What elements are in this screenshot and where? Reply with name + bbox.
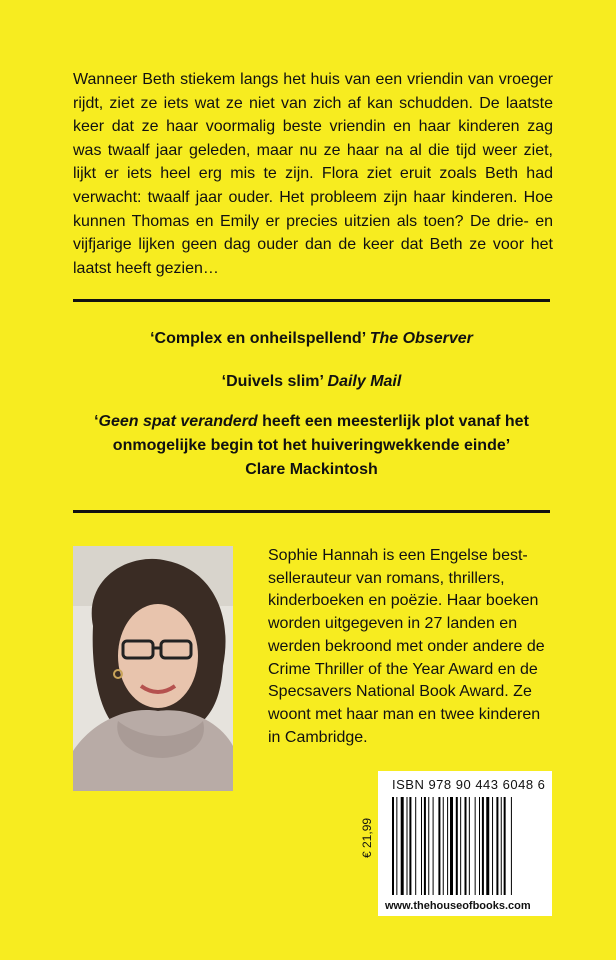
review-quote-1-text: ‘Complex en onheilspellend’	[150, 330, 366, 347]
review-quote-2-source: Daily Mail	[327, 373, 402, 390]
review-quote-2-text: ‘Duivels slim’	[221, 373, 324, 390]
review-quote-3: ‘Geen spat veranderd heeft een meesterlijk plot vanaf het onmogelijke begin tot het huiveringwekkende einde’ Clare Mackintosh	[94, 413, 529, 478]
author-photo	[73, 546, 233, 791]
barcode	[392, 797, 550, 895]
review-quote-2	[60, 370, 563, 394]
review-quote-1	[60, 327, 563, 351]
review-quote-3-text: heeft een meesterlijk plot vanaf het onmogelijke begin tot het huiveringwekkende einde’	[112, 413, 529, 454]
author-bio: Sophie Hannah is een Engelse bestsellerauteur van romans, thrillers, kinderboeken en poëzie. Haar boeken worden uitgegeven in 27 landen en werden bekroond met onder andere de Crime Thriller of the Year Award en de Specsavers National Book Award. Ze woont met haar man en twee kinderen in Cambridge.	[268, 547, 545, 746]
divider-bottom	[73, 510, 550, 513]
review-quote-1-source: The Observer	[369, 330, 473, 347]
divider-top	[73, 299, 550, 302]
back-cover-blurb: Wanneer Beth stiekem langs het huis van een vriendin van vroeger rijdt, ziet ze iets wat ze niet van zich af kan schudden. De laatste keer dat ze haar voormalig beste vriendin en haar kinderen zag was twaalf jaar geleden, maar nu ze haar na al die tijd weer ziet, lijkt er iets heel erg mis te zijn. Flora ziet eruit zoals Beth had verwacht: twaalf jaar ouder. Het probleem zijn haar kinderen. Hoe kunnen Thomas en Emily er precies uitzien als toen? De drie- en vijfjarige lijken geen dag ouder dan de keer dat Beth ze voor het laatst heeft gezien…	[73, 71, 553, 277]
price: € 21,99	[360, 817, 374, 858]
review-quote-3-title: Geen spat veranderd	[98, 413, 258, 430]
review-quote-3-source: Clare Mackintosh	[245, 461, 378, 478]
isbn-number: ISBN 978 90 443 6048 6	[392, 777, 546, 792]
publisher-website[interactable]: www.thehouseofbooks.com	[385, 900, 531, 912]
